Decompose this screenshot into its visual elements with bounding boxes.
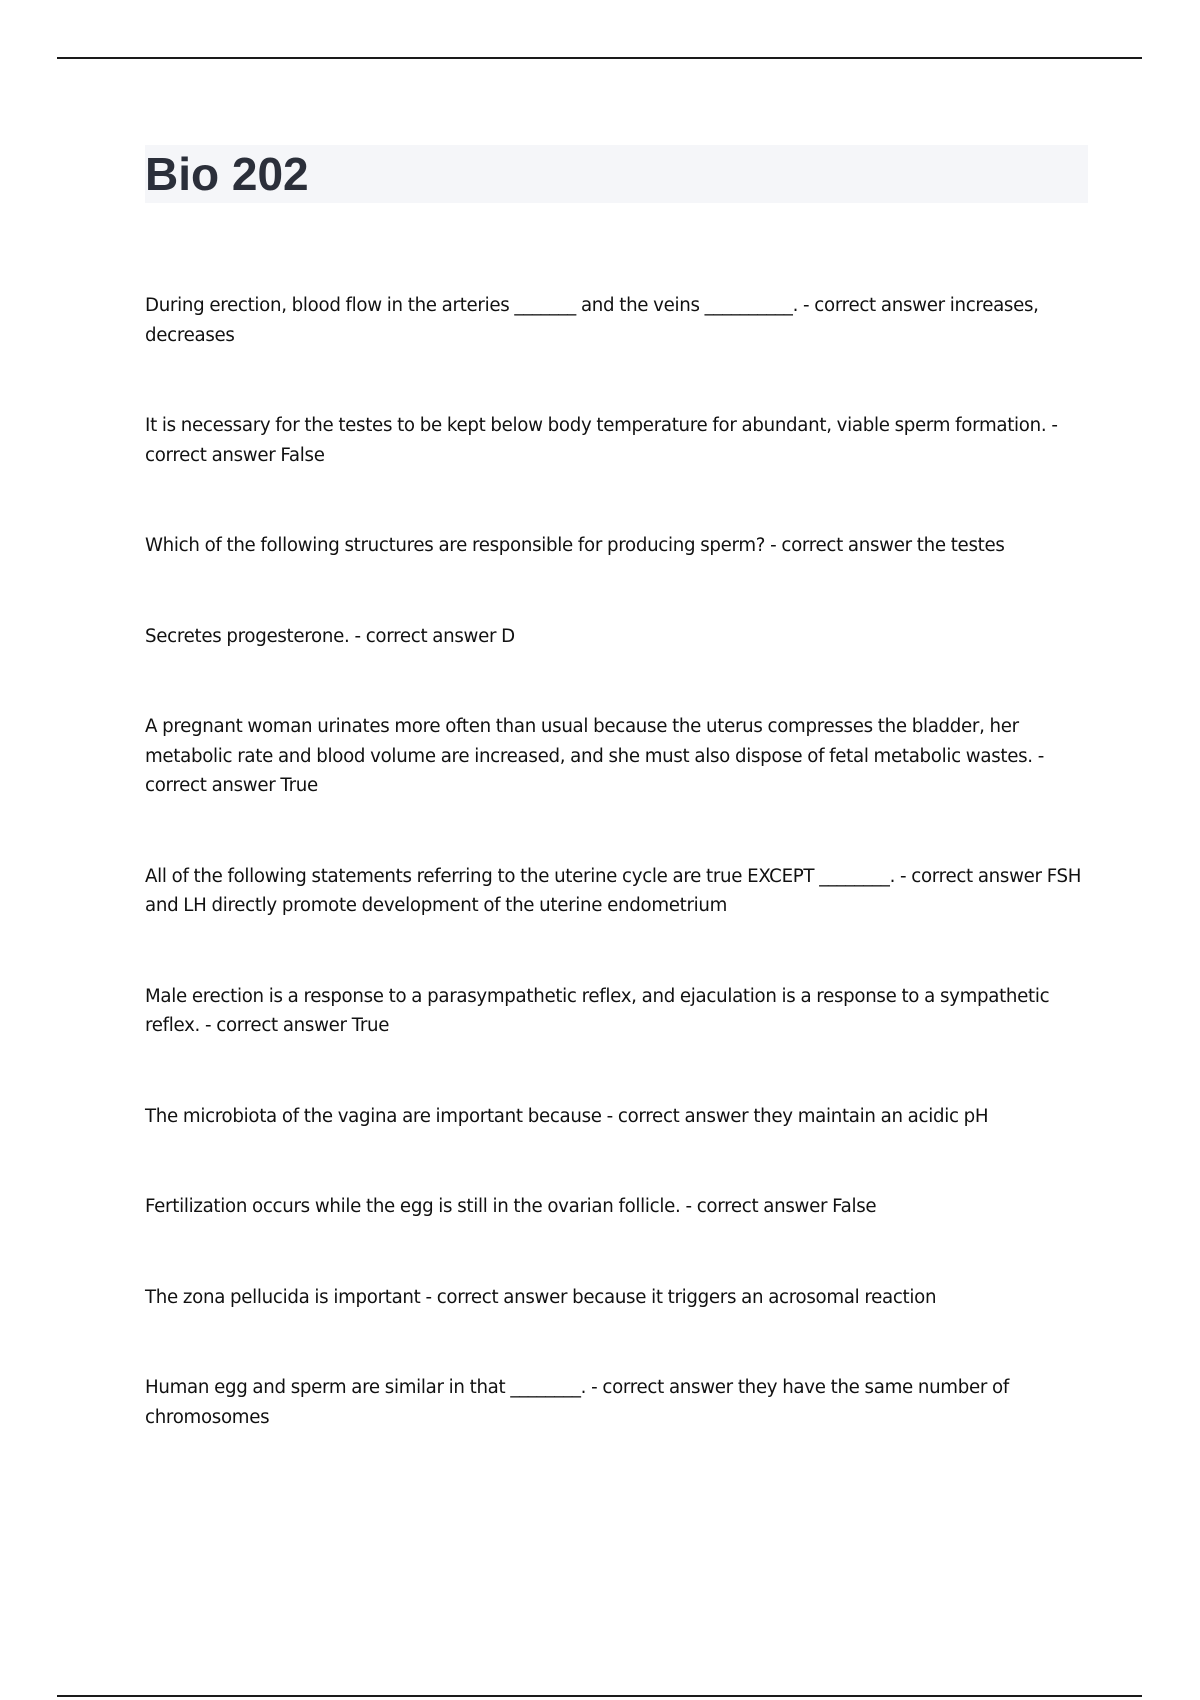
qa-item-11: Human egg and sperm are similar in that ________. - correct answer they have the same number of chromosomes (145, 1377, 1009, 1428)
document-title: Bio 202 (145, 148, 309, 200)
qa-item-4: Secretes progesterone. - correct answer D (145, 625, 515, 647)
qa-item-2: It is necessary for the testes to be kept below body temperature for abundant, viable sperm formation. - correct answer False (145, 415, 1058, 466)
qa-item-8: The microbiota of the vagina are important because - correct answer they maintain an acidic pH (145, 1105, 989, 1127)
qa-item-1: During erection, blood flow in the arteries _______ and the veins __________. - correct answer increases, decreases (145, 295, 1039, 346)
top-divider (57, 57, 1142, 59)
qa-list (145, 291, 1090, 1432)
qa-item-7: Male erection is a response to a parasympathetic reflex, and ejaculation is a response to a sympathetic reflex. - correct answer True (145, 985, 1050, 1036)
qa-item-10: The zona pellucida is important - correct answer because it triggers an acrosomal reaction (145, 1286, 937, 1308)
qa-item-6: All of the following statements referring to the uterine cycle are true EXCEPT ________. - correct answer FSH and LH directly promote development of the uterine endometrium (145, 865, 1082, 916)
qa-item-3: Which of the following structures are responsible for producing sperm? - correct answer the testes (145, 535, 1005, 556)
qa-item-9: Fertilization occurs while the egg is still in the ovarian follicle. - correct answer False (145, 1196, 877, 1217)
qa-item-5: A pregnant woman urinates more often than usual because the uterus compresses the bladder, her metabolic rate and blood volume are increased, and she must also dispose of fetal metabolic wastes. - correct answer True (145, 716, 1045, 796)
bottom-divider (57, 1695, 1142, 1697)
